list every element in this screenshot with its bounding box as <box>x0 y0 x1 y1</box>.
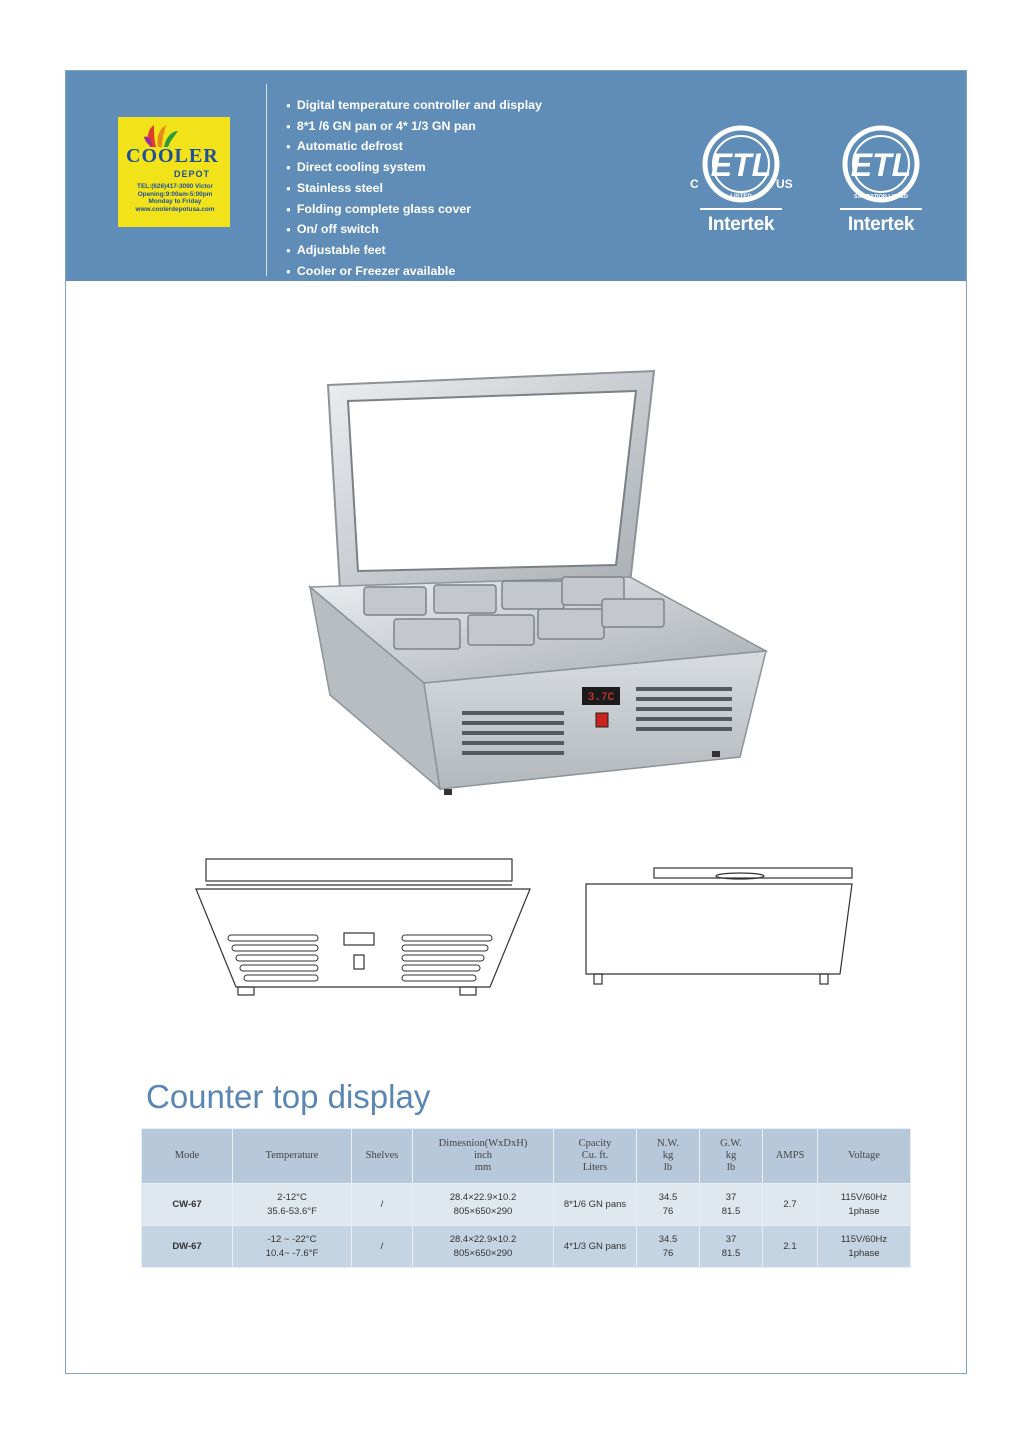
cell-amps: 2.7 <box>763 1184 818 1226</box>
cell-net-weight: 34.5 76 <box>637 1226 700 1268</box>
etl-listed-cert <box>686 122 796 242</box>
logo-brand: COOLER <box>126 145 219 167</box>
logo-hours: Opening:9:00am-5:00pm <box>137 190 213 198</box>
intertek-label: Intertek <box>847 214 915 235</box>
feature-item: ● Direct cooling system <box>286 158 542 179</box>
feature-item: ● On/ off switch <box>286 220 542 241</box>
col-dimension: Dimesnion(WxDxH) inch mm <box>413 1129 554 1184</box>
cell-shelves: / <box>352 1226 413 1268</box>
logo-sub: DEPOT <box>174 169 211 179</box>
col-amps: AMPS <box>763 1129 818 1184</box>
feature-item: ● 8*1 /6 GN pan or 4* 1/3 GN pan <box>286 117 542 138</box>
col-capacity: Cpacity Cu. ft. Liters <box>554 1129 637 1184</box>
banner-divider <box>266 84 267 276</box>
cell-mode: CW-67 <box>142 1184 233 1226</box>
feature-item: ● Cooler or Freezer available <box>286 262 542 283</box>
cell-gross-weight: 37 81.5 <box>700 1184 763 1226</box>
feature-item: ● Automatic defrost <box>286 137 542 158</box>
etl-sanitation-cert <box>826 122 936 242</box>
col-shelves: Shelves <box>352 1129 413 1184</box>
etl-listed-icon <box>686 122 796 206</box>
cell-gross-weight: 37 81.5 <box>700 1226 763 1268</box>
cell-amps: 2.1 <box>763 1226 818 1268</box>
cell-dimension: 28.4×22.9×10.2 805×650×290 <box>413 1226 554 1268</box>
cert-divider <box>700 208 782 210</box>
cell-capacity: 4*1/3 GN pans <box>554 1226 637 1268</box>
cell-temperature: -12 ~ -22°C 10.4~ -7.6°F <box>233 1226 352 1268</box>
side-view-drawing <box>580 862 860 992</box>
feature-item: ● Adjustable feet <box>286 241 542 262</box>
col-temperature: Temperature <box>233 1129 352 1184</box>
cell-voltage: 115V/60Hz 1phase <box>818 1226 911 1268</box>
feature-item: ● Digital temperature controller and display <box>286 96 542 117</box>
feature-item: ● Stainless steel <box>286 179 542 200</box>
col-voltage: Voltage <box>818 1129 911 1184</box>
spec-table <box>141 1128 911 1268</box>
cell-net-weight: 34.5 76 <box>637 1184 700 1226</box>
etl-mark: ETL <box>710 147 772 183</box>
etl-sanitation-icon <box>826 122 936 206</box>
spec-table-header <box>142 1129 911 1184</box>
etl-c-label: C <box>690 177 699 191</box>
intertek-label: Intertek <box>707 214 775 235</box>
temperature-readout: 3.7C <box>587 692 615 704</box>
table-row <box>142 1226 911 1268</box>
logo-website: www.coolerdepotusa.com <box>135 205 215 213</box>
etl-mark: ETL <box>850 147 912 183</box>
logo-contact <box>124 183 226 213</box>
table-row <box>142 1184 911 1226</box>
col-net-weight: N.W. kg lb <box>637 1129 700 1184</box>
col-gross-weight: G.W. kg lb <box>700 1129 763 1184</box>
cooler-depot-logo <box>118 117 230 227</box>
cell-capacity: 8*1/6 GN pans <box>554 1184 637 1226</box>
etl-ring-text: LISTED <box>730 194 752 200</box>
cell-shelves: / <box>352 1184 413 1226</box>
feature-list <box>286 96 542 282</box>
etl-ring-text: SANITATION LISTED <box>854 194 908 200</box>
cell-dimension: 28.4×22.9×10.2 805×650×290 <box>413 1184 554 1226</box>
product-photo <box>300 365 780 815</box>
logo-days: Monday to Friday <box>148 198 202 206</box>
etl-us-label: US <box>776 177 793 191</box>
cell-temperature: 2-12°C 35.6-53.6°F <box>233 1184 352 1226</box>
cert-divider <box>840 208 922 210</box>
front-view-drawing <box>190 855 540 1005</box>
cell-voltage: 115V/60Hz 1phase <box>818 1184 911 1226</box>
product-title: Counter top display <box>146 1078 431 1115</box>
feature-item: ● Folding complete glass cover <box>286 200 542 221</box>
col-mode: Mode <box>142 1129 233 1184</box>
logo-phone: TEL:(626)417-3090 Victor <box>137 183 213 190</box>
cell-mode: DW-67 <box>142 1226 233 1268</box>
